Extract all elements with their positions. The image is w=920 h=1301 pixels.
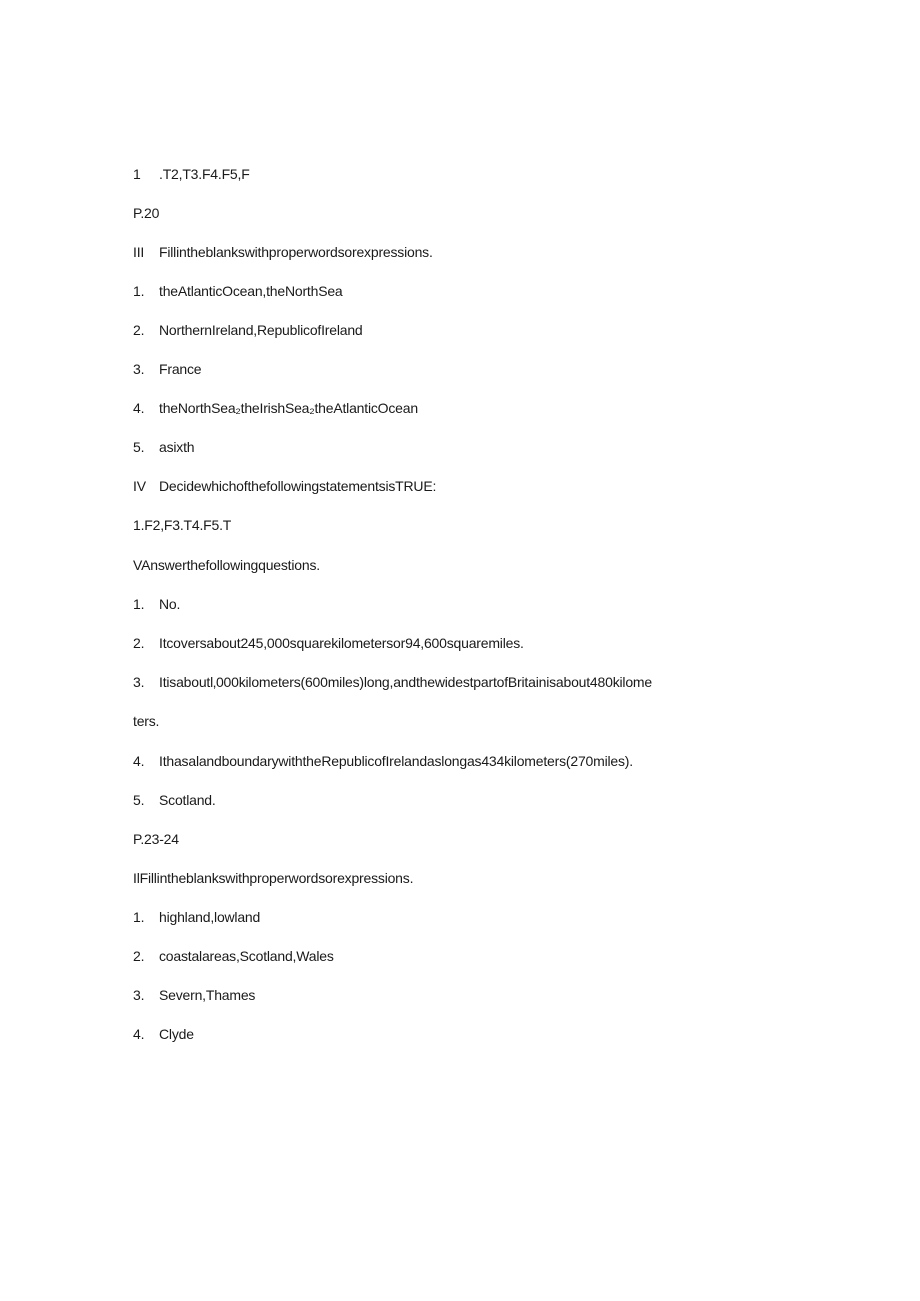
- section-number: III: [133, 244, 145, 260]
- answer-line: [133, 165, 250, 183]
- line-number: 2.: [133, 322, 145, 338]
- line-number: 4.: [133, 400, 145, 416]
- section-heading: [133, 556, 320, 574]
- line-text: France: [159, 361, 202, 377]
- line-number: 1.: [133, 909, 145, 925]
- line-text: IthasalandboundarywiththeRepublicofIrelandaslongas434kilometers(270miles).: [159, 753, 633, 769]
- line-text: theNorthSea₂theIrishSea₂theAtlanticOcean: [159, 400, 418, 416]
- section-heading: [133, 869, 413, 887]
- line-text: No.: [159, 596, 181, 612]
- line-text: NorthernIreland,RepublicofIreland: [159, 322, 363, 338]
- line-text: Fillintheblankswithproperwordsorexpressions.: [159, 244, 433, 260]
- line-number: 3.: [133, 361, 145, 377]
- line-number: 3.: [133, 674, 145, 690]
- answer-line: [133, 908, 260, 926]
- line-text: P.23-24: [133, 831, 179, 847]
- line-number: 3.: [133, 987, 145, 1003]
- answer-line: [133, 595, 180, 613]
- answer-line: [133, 399, 418, 417]
- line-text: Clyde: [159, 1026, 194, 1042]
- answer-line: [133, 438, 194, 456]
- answer-line: [133, 321, 363, 339]
- page-ref: [133, 830, 179, 848]
- line-text: 1.F2,F3.T4.F5.T: [133, 517, 232, 533]
- answer-line: [133, 986, 255, 1004]
- line-number: 5.: [133, 439, 145, 455]
- answer-line-continued: [133, 712, 159, 730]
- line-text: Itcoversabout245,000squarekilometersor94,600squaremiles.: [159, 635, 524, 651]
- line-text: DecidewhichofthefollowingstatementsisTRUE:: [159, 478, 437, 494]
- answer-line: [133, 1025, 194, 1043]
- line-text: Scotland.: [159, 792, 216, 808]
- section-heading: [133, 477, 436, 495]
- line-text: .T2,T3.F4.F5,F: [159, 166, 250, 182]
- line-text: Itisaboutl‚000kilometers(600miles)long,andthewidestpartofBritainisabout480kilome: [159, 674, 652, 690]
- line-number: 2.: [133, 635, 145, 651]
- answer-line: [133, 947, 334, 965]
- line-text: VAnswerthefollowingquestions.: [133, 557, 320, 573]
- answer-line: [133, 634, 524, 652]
- line-text: coastalareas,Scotland,Wales: [159, 948, 334, 964]
- page-ref: [133, 204, 159, 222]
- line-number: 4.: [133, 753, 145, 769]
- answer-line: [133, 516, 231, 534]
- answer-line: [133, 360, 201, 378]
- answer-line: [133, 752, 633, 770]
- line-number: 4.: [133, 1026, 145, 1042]
- line-number: 1: [133, 166, 141, 182]
- line-number: 1.: [133, 596, 145, 612]
- line-text: asixth: [159, 439, 195, 455]
- line-text: highland,lowland: [159, 909, 261, 925]
- line-text: ters.: [133, 713, 160, 729]
- line-number: 2.: [133, 948, 145, 964]
- line-number: 5.: [133, 792, 145, 808]
- line-text: theAtlanticOcean,theNorthSea: [159, 283, 343, 299]
- section-heading: [133, 243, 433, 261]
- line-text: Severn,Thames: [159, 987, 256, 1003]
- line-text: P.20: [133, 205, 160, 221]
- line-number: 1.: [133, 283, 145, 299]
- line-text: IlFillintheblankswithproperwordsorexpressions.: [133, 870, 414, 886]
- answer-line: [133, 673, 652, 691]
- answer-line: [133, 282, 343, 300]
- section-number: IV: [133, 478, 146, 494]
- answer-line: [133, 791, 216, 809]
